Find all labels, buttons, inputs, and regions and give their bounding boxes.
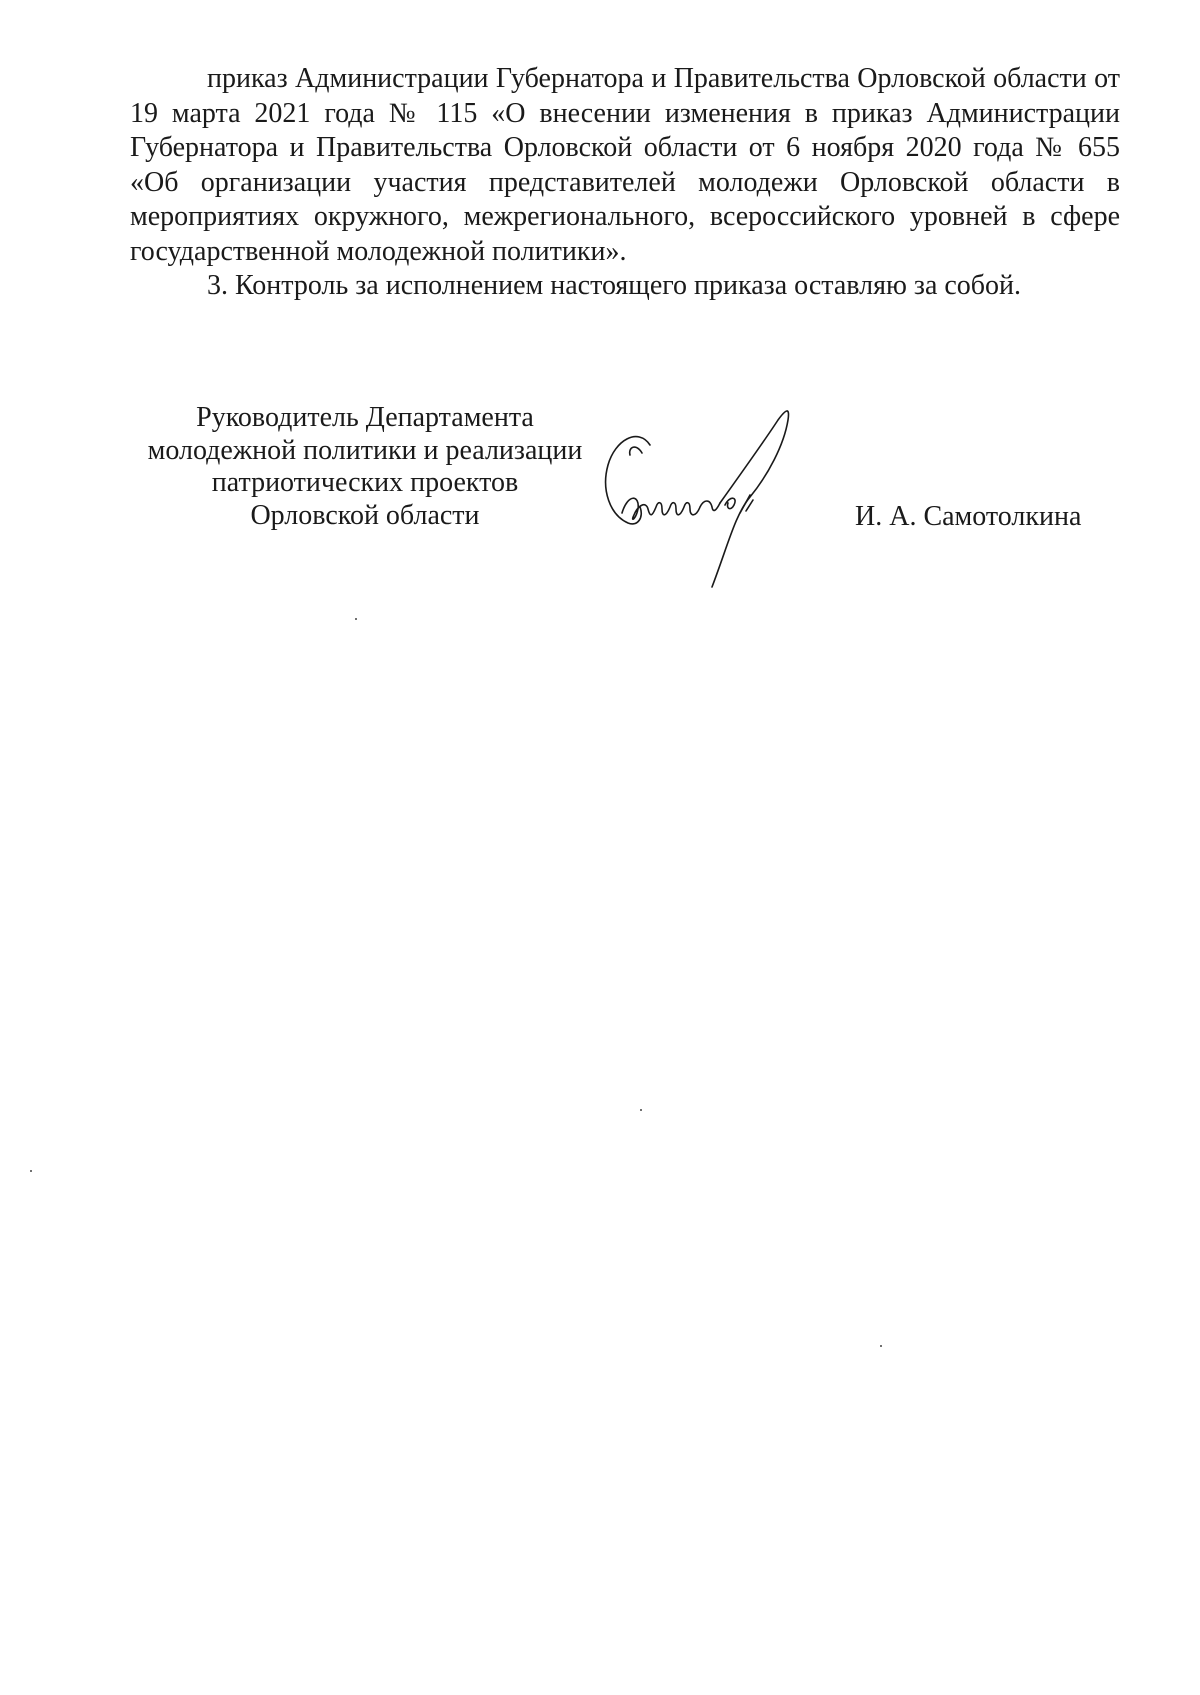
scan-speck — [880, 1345, 882, 1347]
signatory-title-line: Руководитель Департамента — [196, 402, 534, 433]
signatory-title-line: патриотических проектов — [211, 467, 519, 498]
paragraph-control-clause: 3. Контроль за исполнением настоящего приказа оставляю за собой. — [207, 270, 1022, 301]
document-body — [130, 62, 1120, 304]
handwritten-signature — [600, 405, 840, 590]
scan-speck — [355, 618, 357, 620]
signer-name: И. А. Самотолкина — [855, 501, 1082, 532]
signatory-title-block — [130, 402, 600, 532]
signatory-title-line: Орловской области — [250, 499, 480, 531]
scan-speck — [640, 1109, 642, 1111]
paragraph-order-reference: приказ Администрации Губернатора и Правительства Орловской области от 19 марта 2021 года № 115 «О внесении изменения в приказ Администрации Губернатора и Правительства Орловской области от 6 ноября 2020 года № 655 «Об организации участия представителей молодежи Орловской области в мероприятиях окружного, межрегионального, всероссийского уровней в сфере государственной молодежной политики». — [130, 63, 1120, 267]
scan-speck — [30, 1170, 32, 1172]
signatory-title-line: молодежной политики и реализации — [147, 434, 583, 466]
